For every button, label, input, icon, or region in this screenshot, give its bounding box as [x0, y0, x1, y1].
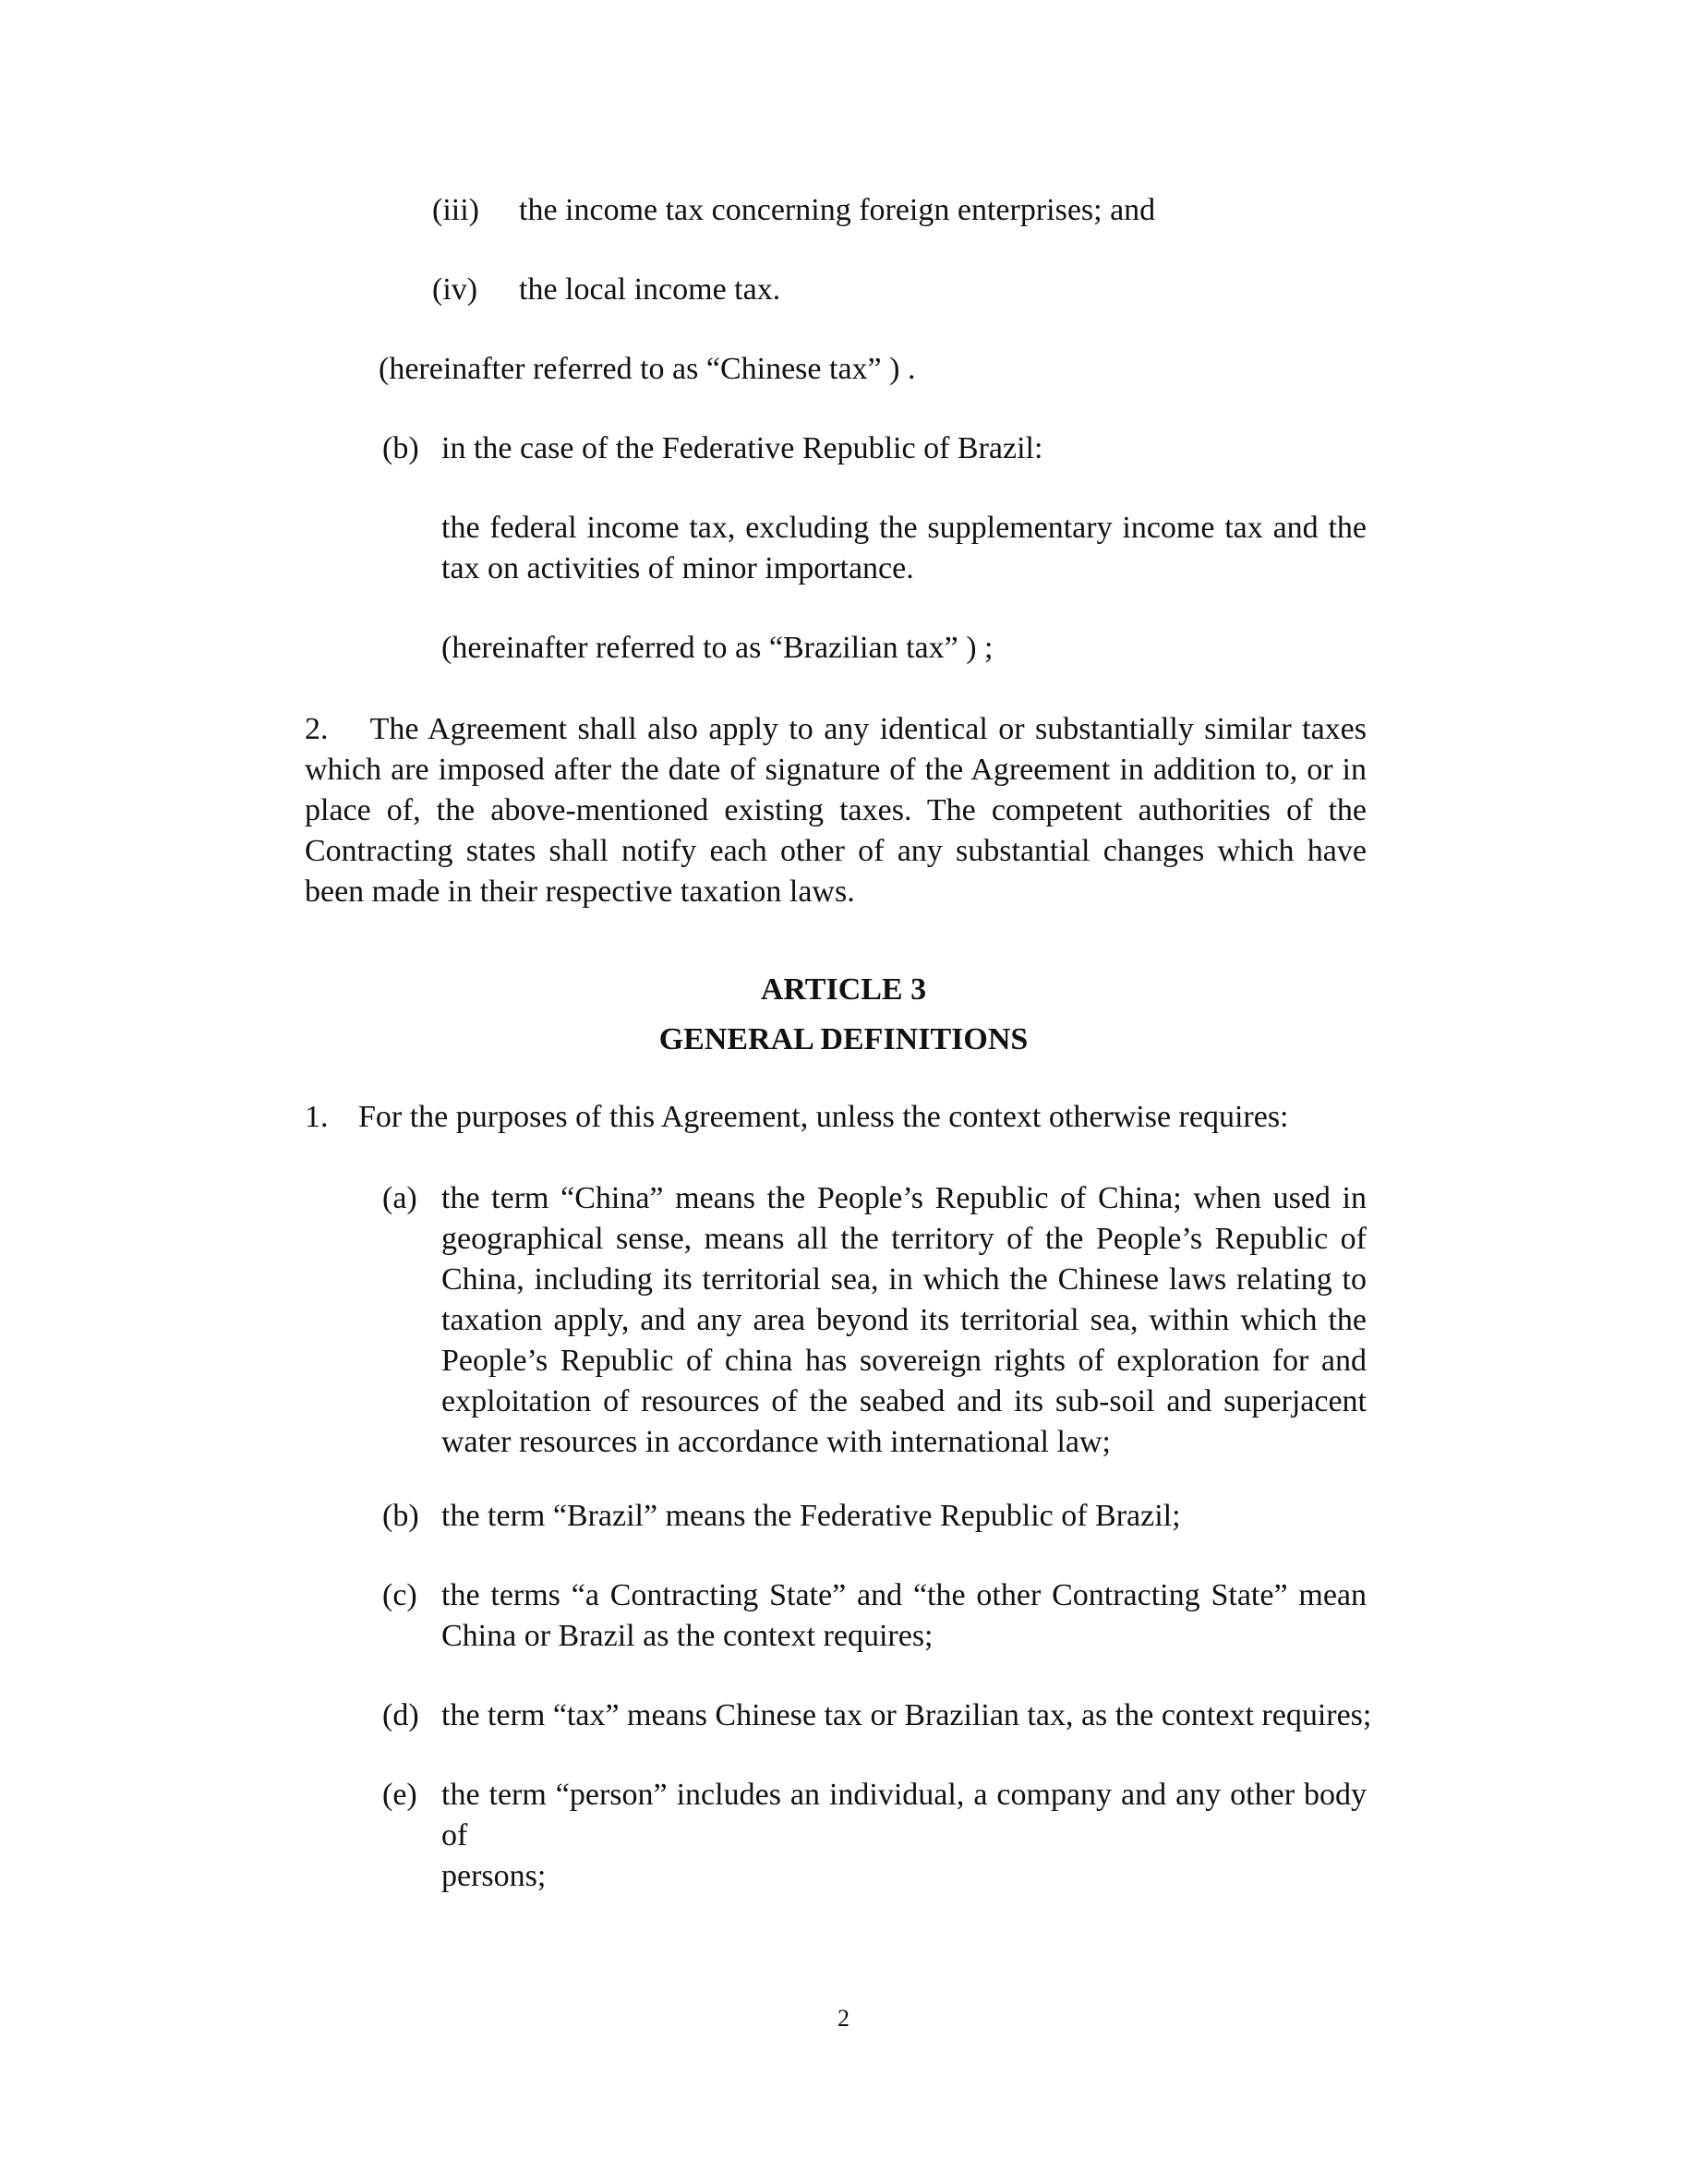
text-line: China or Brazil as the context requires; [441, 1619, 934, 1653]
text-line: the federal income tax, excluding the supplementary income tax and the [441, 511, 1367, 545]
text-line: China, including its territorial sea, in which the Chinese laws relating to [441, 1262, 1367, 1297]
text-line: taxation apply, and any area beyond its territorial sea, within which the [441, 1303, 1367, 1337]
article-number: ARTICLE 3 [760, 972, 927, 1007]
item-label-iii: (iii) [432, 193, 479, 227]
item-text-iv: the local income tax. [519, 272, 781, 307]
paragraph-1-label: 1. [305, 1100, 329, 1134]
text-line: the term “China” means the People’s Republic of China; when used in [441, 1181, 1367, 1215]
text-line: exploitation of resources of the seabed and its sub-soil and superjacent [441, 1384, 1367, 1418]
text-line: place of, the above-mentioned existing taxes. The competent authorities of the [305, 793, 1367, 827]
definition-label-b: (b) [382, 1499, 419, 1533]
text-line: persons; [441, 1859, 547, 1893]
definition-label-e: (e) [382, 1778, 417, 1812]
definition-label-d: (d) [382, 1698, 419, 1732]
text-line: geographical sense, means all the territory of the People’s Republic of [441, 1222, 1367, 1256]
definition-a [441, 1178, 1367, 1463]
text-line: been made in their respective taxation laws. [305, 875, 855, 909]
definition-d: the term “tax” means Chinese tax or Brazilian tax, as the context requires; [441, 1698, 1372, 1732]
page-number: 2 [837, 2005, 850, 2032]
text-line: the terms “a Contracting State” and “the other Contracting State” mean [441, 1578, 1367, 1612]
definition-e [441, 1775, 1367, 1897]
text-line: tax on activities of minor importance. [441, 551, 914, 585]
item-label-iv: (iv) [432, 272, 478, 307]
article-title: GENERAL DEFINITIONS [658, 1022, 1029, 1056]
text-line: Contracting states shall notify each other of any substantial changes which have [305, 834, 1367, 868]
paragraph-1-text: For the purposes of this Agreement, unless the context otherwise requires: [358, 1100, 1289, 1134]
item-label-b-brazil: (b) [382, 431, 419, 465]
text-line: 2. The Agreement shall also apply to any identical or substantially similar taxes [305, 712, 1367, 746]
text-line: water resources in accordance with international law; [441, 1425, 1112, 1459]
text-line: which are imposed after the date of signature of the Agreement in addition to, or in [305, 753, 1367, 787]
definition-label-a: (a) [382, 1181, 417, 1215]
definition-label-c: (c) [382, 1578, 417, 1612]
item-text-b-brazil: in the case of the Federative Republic of Brazil: [441, 431, 1043, 465]
chinese-tax-note: (hereinafter referred to as “Chinese tax” ) . [379, 352, 916, 386]
definition-b: the term “Brazil” means the Federative Republic of Brazil; [441, 1499, 1181, 1533]
paragraph-2 [305, 709, 1367, 912]
text-line: People’s Republic of china has sovereign rights of exploration for and [441, 1344, 1367, 1378]
item-text-iii: the income tax concerning foreign enterprises; and [519, 193, 1156, 227]
brazilian-tax-note: (hereinafter referred to as “Brazilian tax” ) ; [441, 631, 994, 665]
definition-c [441, 1575, 1367, 1657]
text-line: the term “person” includes an individual, a company and any other body of [441, 1778, 1367, 1852]
brazil-tax-description [441, 508, 1367, 589]
